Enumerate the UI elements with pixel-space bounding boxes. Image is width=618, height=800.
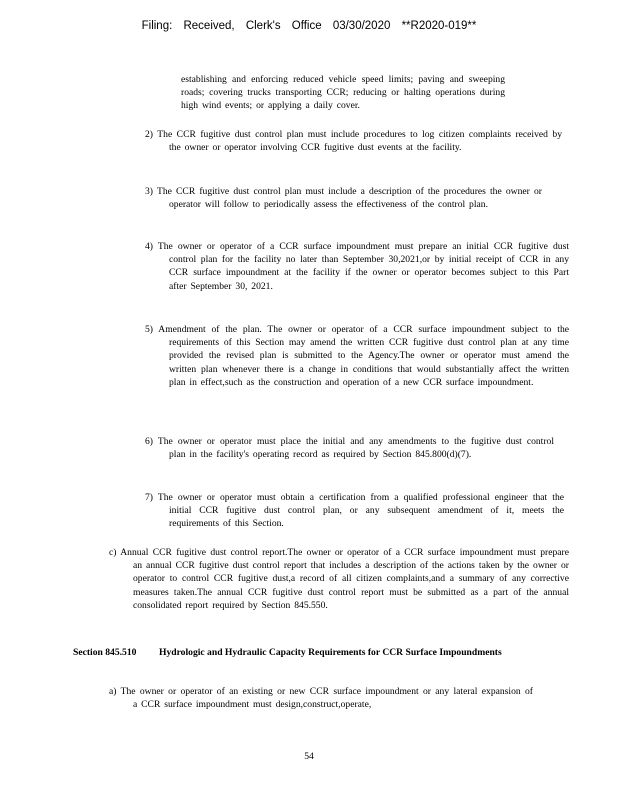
list-item-a: a) The owner or operator of an existing or new CCR surface impoundment or any lateral expansion of a CCR surface impoundment must design,construct,operate, — [109, 686, 533, 711]
list-item-c: c) Annual CCR fugitive dust control report.The owner or operator of a CCR surface impoundment must prepare an annual CCR fugitive dust control report that includes a description of the actions taken by the owner or operator to control CCR fugitive dust,a record of all citizen complaints,and a summary of any corrective measures taken.The annual CCR fugitive dust control report must be submitted as a part of the annual consolidated report required by Section 845.550. — [109, 547, 569, 611]
section-number: Section 845.510 — [73, 647, 137, 658]
list-item-5: 5) Amendment of the plan. The owner or operator of a CCR surface impoundment subject to the requirements of this Section may amend the written CCR fugitive dust control plan at any time provided the revised plan is submitted to the Agency.The owner or operator must amend the written plan whenever there is a change in conditions that would substantially affect the written plan in effect,such as the construction and operation of a new CCR surface impoundment. — [145, 324, 569, 388]
list-item-3: 3) The CCR fugitive dust control plan must include a description of the procedures the owner or operator will follow to periodically assess the effectiveness of the control plan. — [145, 186, 542, 211]
list-item-2: 2) The CCR fugitive dust control plan must include procedures to log citizen complaints received by the owner or operator involving CCR fugitive dust events at the facility. — [145, 129, 562, 154]
page-number: 54 — [304, 751, 314, 762]
list-item-7: 7) The owner or operator must obtain a certification from a qualified professional engineer that the initial CCR fugitive dust control plan, or any subsequent amendment of it, meets the requirements of this Section. — [145, 492, 564, 530]
filing-header: Filing: Received, Clerk's Office 03/30/2020 **R2020-019** — [141, 20, 477, 32]
paragraph-intro-continuation: establishing and enforcing reduced vehicle speed limits; paving and sweeping roads; covering trucks transporting CCR; reducing or halting operations during high wind events; or applying a daily cover. — [181, 74, 505, 112]
section-heading — [73, 646, 543, 659]
list-item-6: 6) The owner or operator must place the initial and any amendments to the fugitive dust control plan in the facility's operating record as required by Section 845.800(d)(7). — [145, 436, 554, 461]
list-item-4: 4) The owner or operator of a CCR surface impoundment must prepare an initial CCR fugitive dust control plan for the facility no later than September 30,2021,or by initial receipt of CCR in any CCR surface impoundment at the facility if the owner or operator becomes subject to this Part after September 30, 2021. — [145, 241, 569, 292]
section-title: Hydrologic and Hydraulic Capacity Requirements for CCR Surface Impoundments — [159, 647, 502, 658]
